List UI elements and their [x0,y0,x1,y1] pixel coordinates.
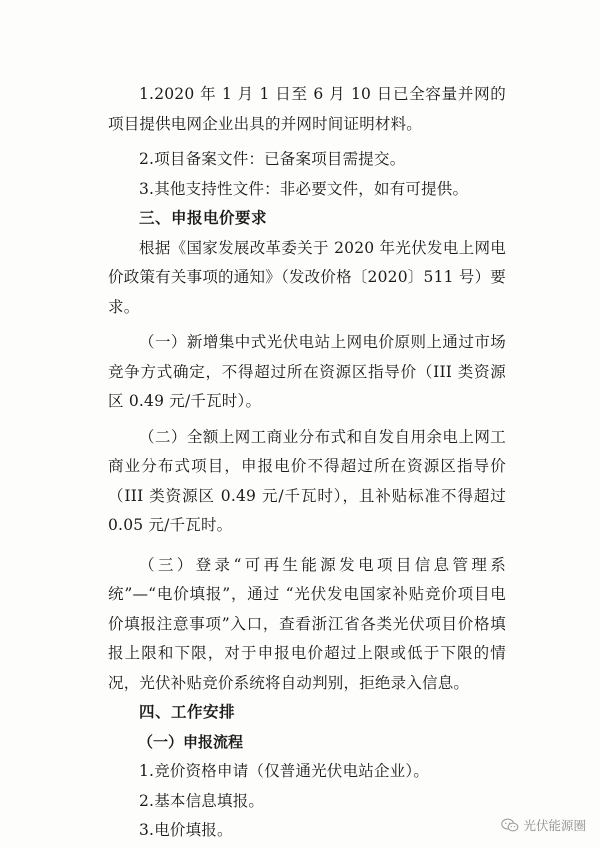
paragraph-item-1: （一）新增集中式光伏电站上网电价原则上通过市场竞争方式确定，不得超过所在资源区指导价（III 类资源区 0.49 元/千瓦时）。 [108,333,506,410]
process-step-1: 1.竞价资格申请（仅普通光伏电站企业）。 [139,762,430,780]
section-heading-3: 三、申报电价要求 [139,209,268,227]
subheading-process: （一）申报流程 [138,732,244,751]
paragraph-item-3: （三）登录“可再生能源发电项目信息管理系统”—“电价填报”，通过 “光伏发电国家补贴竞价项目电价填报注意事项”入口，查看浙江省各类光伏项目价格填报上限和下限，对于申报电价超过上限或低于下限的情况，光伏补贴竞价系统将自动判别，拒绝录入信息。 [108,555,506,692]
wechat-icon [501,818,519,833]
watermark-text: 光伏能源圈 [523,818,586,833]
watermark [501,816,586,834]
paragraph-1: 1.2020 年 1 月 1 日至 6 月 10 日已全容量并网的项目提供电网企业出具的并网时间证明材料。 [108,85,506,133]
paragraph-item-2: （二）全额上网工商业分布式和自发自用余电上网工商业分布式项目，申报电价不得超过所在资源区指导价（III 类资源区 0.49 元/千瓦时），且补贴标准不得超过 0.05 元/千瓦时。 [108,427,506,534]
paragraph-basis: 根据《国家发展改革委关于 2020 年光伏发电上网电价政策有关事项的通知》（发改价格〔2020〕511 号）要求。 [108,238,506,316]
paragraph-2: 2.项目备案文件：已备案项目需提交。 [139,150,406,168]
process-step-3: 3.电价填报。 [139,821,233,839]
paragraph-3: 3.其他支持性文件：非必要文件，如有可提供。 [139,179,469,198]
document-body [108,80,506,846]
process-step-2: 2.基本信息填报。 [139,791,265,810]
section-heading-4: 四、工作安排 [139,703,236,721]
